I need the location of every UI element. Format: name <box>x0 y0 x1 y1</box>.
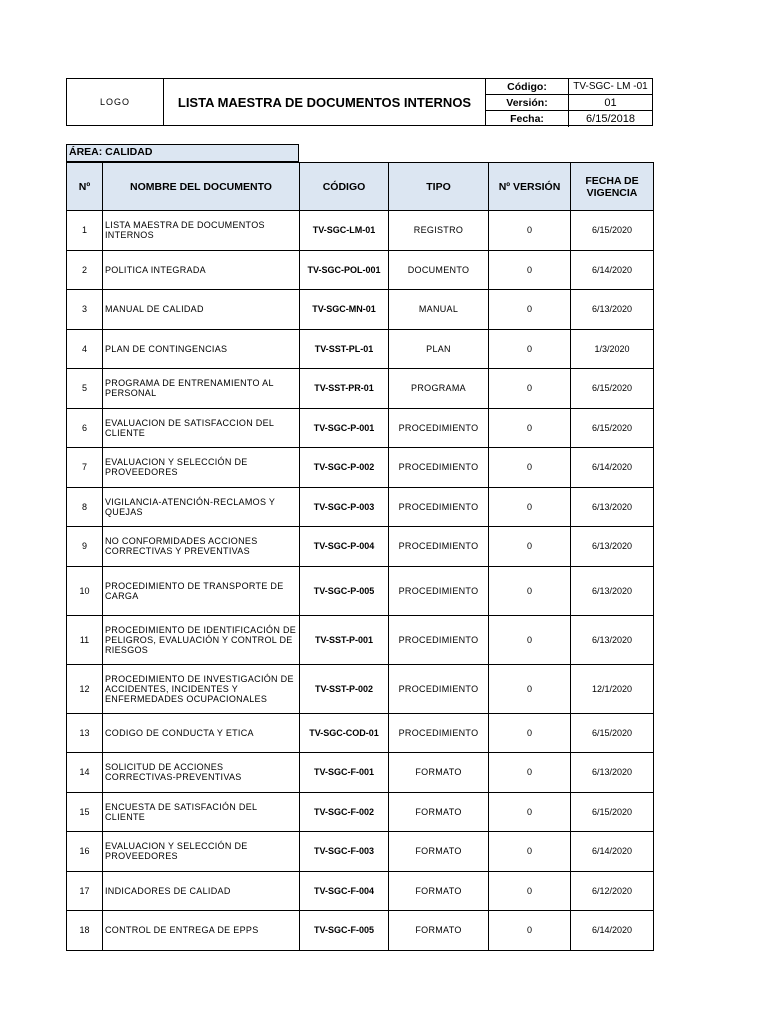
meta-row-fecha <box>486 111 652 127</box>
document-meta <box>486 79 652 125</box>
row-document-name: POLITICA INTEGRADA <box>103 250 300 290</box>
row-effective-date: 6/15/2020 <box>571 369 654 409</box>
row-effective-date: 6/15/2020 <box>571 211 654 251</box>
row-number: 3 <box>67 290 103 330</box>
row-document-code: TV-SGC-P-001 <box>300 408 389 448</box>
row-number: 13 <box>67 713 103 753</box>
row-effective-date: 6/15/2020 <box>571 792 654 832</box>
row-document-code: TV-SGC-F-002 <box>300 792 389 832</box>
row-document-name: SOLICITUD DE ACCIONES CORRECTIVAS-PREVENTIVAS <box>103 753 300 793</box>
row-number: 16 <box>67 832 103 872</box>
document-header <box>66 78 653 126</box>
row-document-code: TV-SGC-F-003 <box>300 832 389 872</box>
row-version: 0 <box>489 871 571 911</box>
row-document-type: PROCEDIMIENTO <box>389 615 489 664</box>
row-document-code: TV-SST-P-001 <box>300 615 389 664</box>
row-document-type: PROCEDIMIENTO <box>389 487 489 527</box>
row-document-name: PROCEDIMIENTO DE INVESTIGACIÓN DE ACCIDENTES, INCIDENTES Y ENFERMEDADES OCUPACIONALES <box>103 664 300 713</box>
row-document-type: PROCEDIMIENTO <box>389 408 489 448</box>
row-document-type: PLAN <box>389 329 489 369</box>
row-effective-date: 6/13/2020 <box>571 527 654 567</box>
row-document-code: TV-SGC-COD-01 <box>300 713 389 753</box>
table-row <box>67 911 654 951</box>
row-number: 7 <box>67 448 103 488</box>
row-document-code: TV-SGC-F-001 <box>300 753 389 793</box>
row-document-name: MANUAL DE CALIDAD <box>103 290 300 330</box>
row-document-type: FORMATO <box>389 753 489 793</box>
row-document-type: FORMATO <box>389 911 489 951</box>
row-effective-date: 6/15/2020 <box>571 713 654 753</box>
row-document-type: FORMATO <box>389 871 489 911</box>
table-row <box>67 615 654 664</box>
row-number: 17 <box>67 871 103 911</box>
table-row <box>67 211 654 251</box>
logo-placeholder: LOGO <box>67 79 164 125</box>
row-document-type: REGISTRO <box>389 211 489 251</box>
row-effective-date: 6/13/2020 <box>571 615 654 664</box>
documents-table <box>66 162 654 951</box>
row-effective-date: 6/12/2020 <box>571 871 654 911</box>
table-body <box>67 211 654 951</box>
row-document-code: TV-SST-PL-01 <box>300 329 389 369</box>
meta-row-codigo <box>486 79 652 95</box>
row-version: 0 <box>489 408 571 448</box>
col-header-code: CÓDIGO <box>300 163 389 211</box>
row-version: 0 <box>489 664 571 713</box>
meta-fecha-label: Fecha: <box>486 111 569 127</box>
table-row <box>67 664 654 713</box>
row-document-type: PROCEDIMIENTO <box>389 664 489 713</box>
row-document-name: INDICADORES DE CALIDAD <box>103 871 300 911</box>
row-effective-date: 6/15/2020 <box>571 408 654 448</box>
area-label: ÁREA: CALIDAD <box>66 144 299 162</box>
row-number: 8 <box>67 487 103 527</box>
row-number: 9 <box>67 527 103 567</box>
row-version: 0 <box>489 911 571 951</box>
row-effective-date: 1/3/2020 <box>571 329 654 369</box>
row-document-code: TV-SST-PR-01 <box>300 369 389 409</box>
row-number: 14 <box>67 753 103 793</box>
row-document-code: TV-SGC-P-003 <box>300 487 389 527</box>
row-document-type: FORMATO <box>389 792 489 832</box>
table-row <box>67 792 654 832</box>
meta-row-version <box>486 95 652 111</box>
row-effective-date: 6/13/2020 <box>571 753 654 793</box>
row-document-name: PROGRAMA DE ENTRENAMIENTO AL PERSONAL <box>103 369 300 409</box>
meta-codigo-label: Código: <box>486 79 569 94</box>
row-number: 6 <box>67 408 103 448</box>
row-version: 0 <box>489 527 571 567</box>
row-effective-date: 6/13/2020 <box>571 487 654 527</box>
row-number: 10 <box>67 566 103 615</box>
row-document-code: TV-SGC-F-004 <box>300 871 389 911</box>
row-version: 0 <box>489 792 571 832</box>
document-title: LISTA MAESTRA DE DOCUMENTOS INTERNOS <box>164 79 486 125</box>
row-document-name: NO CONFORMIDADES ACCIONES CORRECTIVAS Y PREVENTIVAS <box>103 527 300 567</box>
row-document-name: PROCEDIMIENTO DE TRANSPORTE DE CARGA <box>103 566 300 615</box>
table-row <box>67 250 654 290</box>
row-version: 0 <box>489 329 571 369</box>
row-version: 0 <box>489 211 571 251</box>
row-version: 0 <box>489 290 571 330</box>
table-row <box>67 566 654 615</box>
meta-version-value: 01 <box>604 96 617 109</box>
row-document-name: VIGILANCIA-ATENCIÓN-RECLAMOS Y QUEJAS <box>103 487 300 527</box>
row-document-type: PROCEDIMIENTO <box>389 566 489 615</box>
table-row <box>67 753 654 793</box>
row-version: 0 <box>489 566 571 615</box>
row-document-code: TV-SGC-LM-01 <box>300 211 389 251</box>
row-document-type: PROCEDIMIENTO <box>389 527 489 567</box>
row-version: 0 <box>489 369 571 409</box>
table-row <box>67 369 654 409</box>
row-document-code: TV-SST-P-002 <box>300 664 389 713</box>
table-row <box>67 832 654 872</box>
row-document-name: PLAN DE CONTINGENCIAS <box>103 329 300 369</box>
col-header-name: NOMBRE DEL DOCUMENTO <box>103 163 300 211</box>
row-effective-date: 6/14/2020 <box>571 250 654 290</box>
row-document-name: EVALUACION Y SELECCIÓN DE PROVEEDORES <box>103 832 300 872</box>
table-header-row <box>67 163 654 211</box>
row-version: 0 <box>489 713 571 753</box>
col-header-date: FECHA DE VIGENCIA <box>571 163 654 211</box>
row-version: 0 <box>489 250 571 290</box>
row-number: 4 <box>67 329 103 369</box>
row-document-code: TV-SGC-P-005 <box>300 566 389 615</box>
table-row <box>67 329 654 369</box>
row-document-type: DOCUMENTO <box>389 250 489 290</box>
row-version: 0 <box>489 615 571 664</box>
row-document-name: EVALUACION Y SELECCIÓN DE PROVEEDORES <box>103 448 300 488</box>
row-document-name: CODIGO DE CONDUCTA Y ETICA <box>103 713 300 753</box>
row-document-type: MANUAL <box>389 290 489 330</box>
row-document-code: TV-SGC-MN-01 <box>300 290 389 330</box>
col-header-type: TIPO <box>389 163 489 211</box>
meta-fecha-value: 6/15/2018 <box>586 113 635 125</box>
row-version: 0 <box>489 753 571 793</box>
row-document-type: PROCEDIMIENTO <box>389 448 489 488</box>
row-effective-date: 6/13/2020 <box>571 290 654 330</box>
col-header-version: Nº VERSIÓN <box>489 163 571 211</box>
table-row <box>67 290 654 330</box>
row-document-code: TV-SGC-P-002 <box>300 448 389 488</box>
table-row <box>67 871 654 911</box>
row-version: 0 <box>489 448 571 488</box>
meta-codigo-value: TV-SGC- LM -01 <box>573 81 648 92</box>
row-effective-date: 6/14/2020 <box>571 448 654 488</box>
row-effective-date: 6/14/2020 <box>571 832 654 872</box>
row-effective-date: 6/14/2020 <box>571 911 654 951</box>
row-number: 15 <box>67 792 103 832</box>
row-number: 2 <box>67 250 103 290</box>
table-row <box>67 448 654 488</box>
row-document-name: EVALUACION DE SATISFACCION DEL CLIENTE <box>103 408 300 448</box>
row-document-name: PROCEDIMIENTO DE IDENTIFICACIÓN DE PELIGROS, EVALUACIÓN Y CONTROL DE RIESGOS <box>103 615 300 664</box>
row-document-code: TV-SGC-POL-001 <box>300 250 389 290</box>
row-number: 18 <box>67 911 103 951</box>
table-row <box>67 487 654 527</box>
row-document-code: TV-SGC-P-004 <box>300 527 389 567</box>
row-number: 1 <box>67 211 103 251</box>
row-document-name: CONTROL DE ENTREGA DE EPPS <box>103 911 300 951</box>
table-row <box>67 713 654 753</box>
row-document-code: TV-SGC-F-005 <box>300 911 389 951</box>
row-document-type: FORMATO <box>389 832 489 872</box>
row-version: 0 <box>489 487 571 527</box>
row-effective-date: 6/13/2020 <box>571 566 654 615</box>
row-number: 5 <box>67 369 103 409</box>
row-number: 12 <box>67 664 103 713</box>
row-document-type: PROGRAMA <box>389 369 489 409</box>
col-header-number: Nº <box>67 163 103 211</box>
row-document-name: LISTA MAESTRA DE DOCUMENTOS INTERNOS <box>103 211 300 251</box>
meta-version-label: Versión: <box>486 95 569 110</box>
row-effective-date: 12/1/2020 <box>571 664 654 713</box>
table-row <box>67 527 654 567</box>
row-document-name: ENCUESTA DE SATISFACIÓN DEL CLIENTE <box>103 792 300 832</box>
table-row <box>67 408 654 448</box>
row-number: 11 <box>67 615 103 664</box>
row-document-type: PROCEDIMIENTO <box>389 713 489 753</box>
row-version: 0 <box>489 832 571 872</box>
